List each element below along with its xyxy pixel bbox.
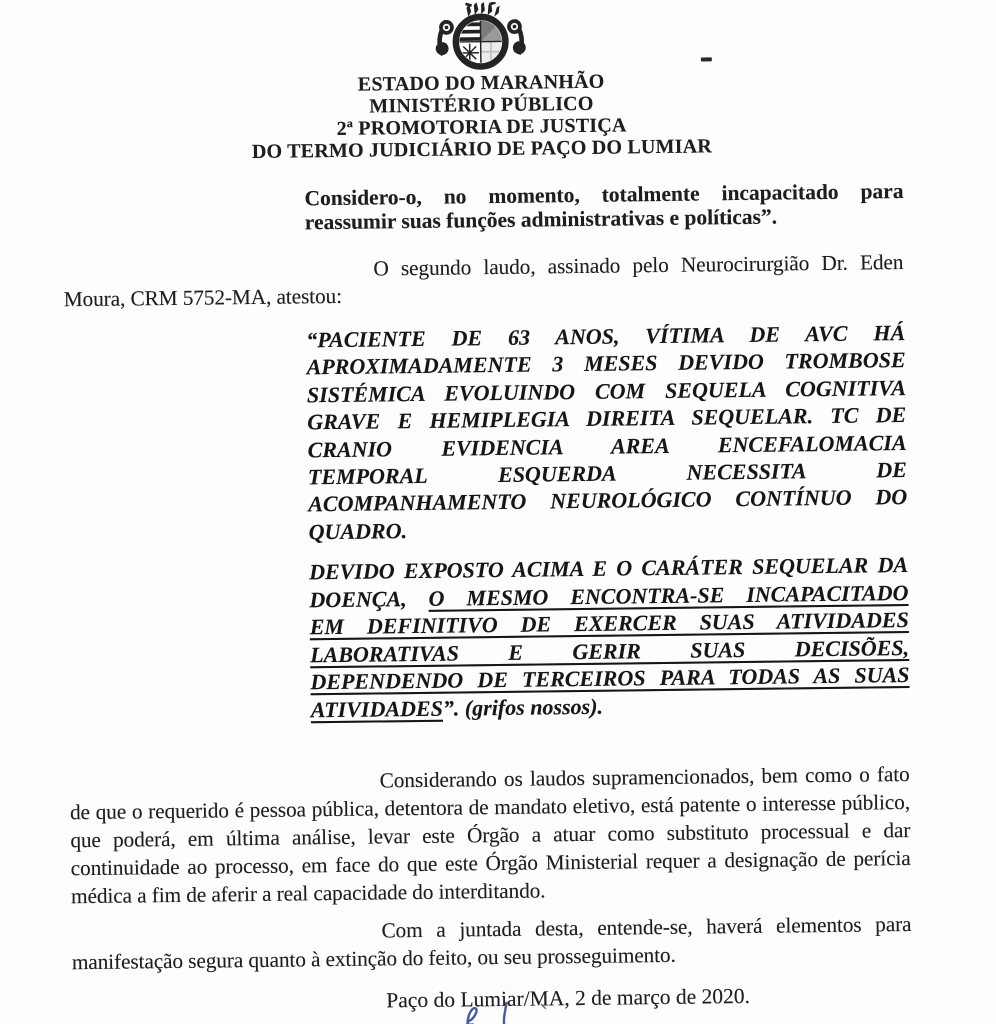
quote-segment: ”. (grifos nossos).: [442, 693, 604, 721]
quote-line: CRANIO EVIDENCIA AREA ENCEFALOMACIA: [307, 429, 907, 462]
underlined-segment: O MESMO ENCONTRA-SE INCAPACITADO: [428, 579, 909, 611]
underlined-segment: ATIVIDADES: [310, 695, 443, 723]
considerando-paragraph: Considerando os laudos supramencionados, bem como o fato de que o requerido é pessoa pública, detentora de mandato eletivo, está patente o interesse público, que poderá, em última análise, levar este Órgão a atuar como substituto processual e dar continuidade ao processo, em face do que este Órgão Ministerial requer a designação de perícia médica a fim de aferir a real capacidade do interditando.: [69, 762, 911, 909]
opening-quote-paragraph: Considero-o, no momento, totalmente incapacitado para reassumir suas funções administrativas e políticas”.: [304, 179, 904, 234]
laudo-paragraph: O segundo laudo, assinado pelo Neurocirurgião Dr. Eden Moura, CRM 5752-MA, atestou:: [63, 250, 904, 312]
medical-quote-block-1: [306, 319, 908, 546]
scan-artifact: [701, 57, 712, 61]
maranhao-crest-icon: [421, 1, 540, 70]
medical-quote-block-2: [309, 551, 910, 723]
quote-line: “PACIENTE DE 63 ANOS, VÍTIMA DE AVC HÁ: [306, 320, 906, 353]
underlined-segment: DEPENDENDO DE TERCEIROS PARA TODAS AS SUAS: [310, 662, 910, 695]
quote-line: GRAVE E HEMIPLEGIA DIREITA SEQUELAR. TC DE: [307, 402, 907, 435]
header-line-state: ESTADO DO MARANHÃO: [357, 70, 605, 96]
quote-segment: DEVIDO EXPOSTO ACIMA E O CARÁTER SEQUELAR DA: [308, 552, 909, 585]
quote-line: SISTÉMICA EVOLUINDO COM SEQUELA COGNITIVA: [306, 374, 907, 408]
letterhead: [60, 0, 902, 165]
signature-stroke-icon: [453, 998, 549, 1024]
juntada-paragraph: Com a juntada desta, entende-se, haverá elementos para manifestação segura quanto à extinção do feito, ou seu prosseguimento.: [71, 912, 912, 975]
underlined-segment: LABORATIVAS E GERIR SUAS DECISÕES,: [309, 634, 910, 668]
header-line-termo: DO TERMO JUDICIÁRIO DE PAÇO DO LUMIAR: [251, 135, 713, 163]
quote-segment: DOENÇA,: [309, 585, 429, 613]
underlined-segment: EM DEFINITIVO DE EXERCER SUAS ATIVIDADES: [309, 607, 909, 640]
quote-line: QUADRO.: [308, 517, 408, 545]
quote-line: TEMPORAL ESQUERDA NECESSITA DE: [307, 457, 908, 490]
header-line-promotoria: 2ª PROMOTORIA DE JUSTIÇA: [336, 114, 627, 140]
quote-line: APROXIMADAMENTE 3 MESES DEVIDO TROMBOSE: [306, 347, 906, 380]
date-line: Paço do Lumiar/MA, 2 de março de 2020.: [386, 984, 751, 1013]
quote-line: ACOMPANHAMENTO NEUROLÓGICO CONTÍNUO DO: [308, 484, 908, 517]
header-line-ministry: MINISTÉRIO PÚBLICO: [369, 92, 594, 118]
